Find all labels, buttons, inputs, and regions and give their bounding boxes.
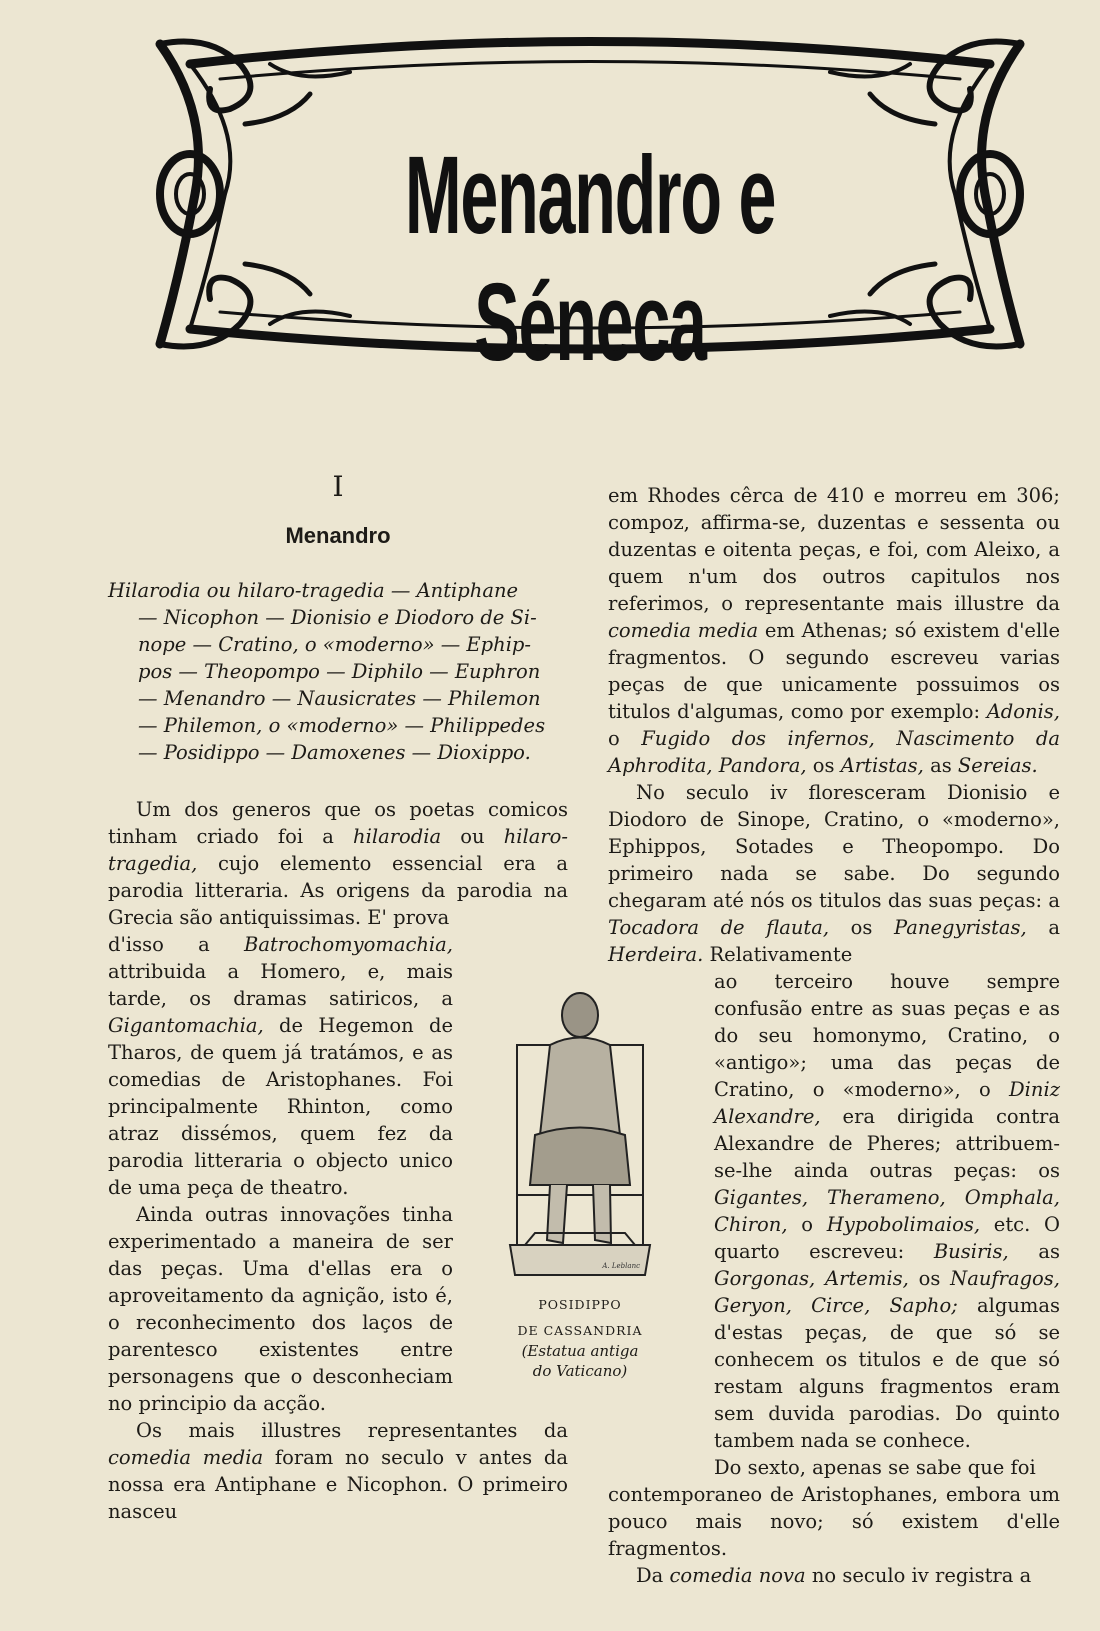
body-paragraph: Do sexto, apenas se sabe que foi: [714, 1456, 1036, 1479]
body-paragraph: Da comedia nova no seculo iv registra a: [636, 1564, 1032, 1587]
summary-line: Hilarodia ou hilaro-tragedia — Antiphane: [108, 579, 519, 602]
ornamental-header: [150, 24, 1030, 384]
figure-caption: DE CASSANDRIA: [517, 1323, 643, 1338]
body-paragraph: ao terceiro houve sempre confusão entre as suas peças e as do seu homonymo, Cratino, o «antigo»; uma das peças de Cratino, o «moderno», o Diniz Alexandre, era dirigida contra Alexandre de Pheres; attribuem-se-lhe ainda outras peças: os Gigantes, Therameno, Omphala, Chiron, o Hypobolimaios, etc. O quarto escreveu: Busiris, as Gorgonas, Artemis, os Naufragos, Geryon, Circe, Sapho; algumas d'estas peças, de que só se conhecem os titulos e de que só restam alguns fragmentos eram sem duvida parodias. Do quinto tambem nada se conhece.: [714, 970, 1061, 1452]
summary-line: — Nicophon — Dionisio e Diodoro de Si-: [138, 606, 537, 629]
page-title: Menandro e Séneca: [404, 134, 776, 384]
body-paragraph: d'isso a Batrochomyomachia, attribuida a Homero, e, mais tarde, os dramas satiricos, a Gigantomachia, de Hegemon de Tharos, de quem já tratámos, e as comedias de Aristophanes. Foi principalmente Rhinton, como atraz dissémos, quem fez da parodia litteraria o objecto unico de uma peça de theatro.: [108, 933, 453, 1199]
body-paragraph: em Rhodes cêrca de 410 e morreu em 306; compoz, affirma-se, duzentas e sessenta ou duzentas e oitenta peças, e foi, com Aleixo, a quem n'um dos outros capitulos nos referimos, o representante mais illustre da comedia media em Athenas; só existem d'elle fragmentos. O segundo escreveu varias peças de que unicamente possuimos os titulos d'algumas, como por exemplo: Adonis, o Fugido dos infernos, Nascimento da Aphrodita, Pandora, os Artistas, as Sereias.: [608, 484, 1060, 777]
summary-line: — Philemon, o «moderno» — Philippedes: [138, 714, 546, 737]
figure-caption: POSIDIPPO: [538, 1297, 622, 1312]
summary-line: — Menandro — Nausicrates — Philemon: [138, 687, 541, 710]
summary-line: pos — Theopompo — Diphilo — Euphron: [138, 660, 541, 683]
summary-line: nope — Cratino, o «moderno» — Ephip-: [138, 633, 532, 656]
chapter-summary: [108, 577, 568, 766]
body-paragraph: Ainda outras innovações tinha experimentado a maneira de ser das peças. Uma d'ellas era o aproveitamento da agnição, isto é, o reconhecimento dos laços de parentesco existentes entre personagens que o desconheciam no principio da acção.: [108, 1203, 453, 1415]
body-paragraph: No seculo iv floresceram Dionisio e Diodoro de Sinope, Cratino, o «moderno», Ephippos, Sotades e Theopompo. Do primeiro nada se sabe. Do segundo chegaram até nós os titulos das suas peças: a Tocadora de flauta, os Panegyristas, a Herdeira. Relativamente: [608, 781, 1060, 966]
figure-note: do Vaticano): [532, 1362, 628, 1380]
signature: A. Leblanc: [602, 1262, 640, 1270]
body-paragraph: Os mais illustres representantes da comedia media foram no seculo v antes da nossa era Antiphane e Nicophon. O primeiro nasceu: [108, 1419, 568, 1523]
figure-note: (Estatua antiga: [521, 1342, 639, 1360]
body-paragraph: contemporaneo de Aristophanes, embora um pouco mais novo; só existem d'elle fragmentos.: [608, 1483, 1060, 1560]
body-paragraph: Um dos generos que os poetas comicos tinham criado foi a hilarodia ou hilaro-tragedia, cujo elemento essencial era a parodia litteraria. As origens da parodia na Grecia são antiquissimas. E' prova: [108, 798, 569, 929]
right-column: [608, 482, 1060, 1589]
left-column: [108, 470, 568, 1525]
summary-line: — Posidippo — Damoxenes — Dioxippo.: [138, 741, 531, 764]
chapter-number: I: [332, 470, 344, 503]
chapter-title: Menandro: [285, 523, 391, 548]
